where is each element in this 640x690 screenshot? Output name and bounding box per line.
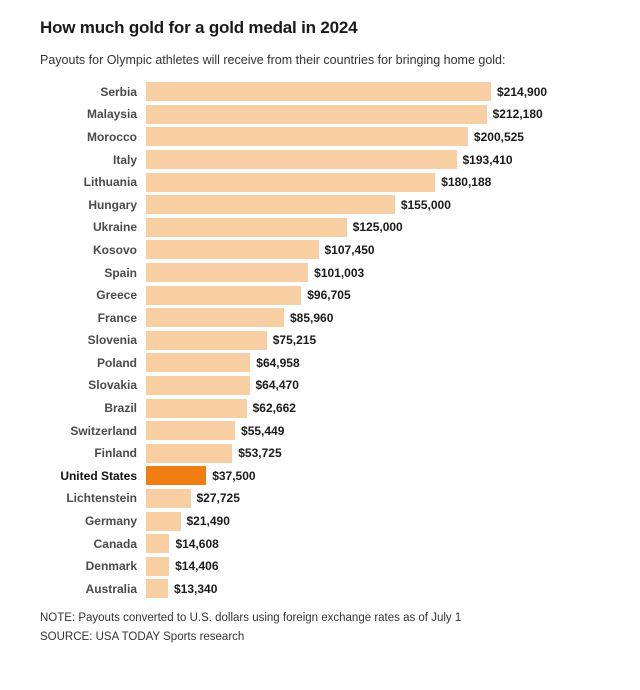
bar-value-label: $14,608: [175, 536, 219, 551]
table-row: [14, 399, 626, 418]
bar-category-label: Ukraine: [92, 220, 137, 235]
bar-track: [146, 579, 626, 598]
table-row: [14, 263, 626, 282]
table-row: [14, 173, 626, 192]
bar-value-label: $85,960: [290, 310, 334, 325]
bar: [146, 218, 347, 237]
bar-track: [146, 195, 626, 214]
bar-track: [146, 512, 626, 531]
bar-category-label: Hungary: [88, 197, 137, 212]
bar-value-label: $125,000: [352, 220, 403, 235]
table-row: [14, 489, 626, 508]
bar-value-label: $55,449: [241, 423, 285, 438]
bar: [146, 466, 206, 485]
footnotes: [40, 612, 626, 643]
table-row: [14, 195, 626, 214]
bar-category-label: United States: [60, 468, 137, 483]
bar-track: [146, 466, 626, 485]
bar-track: [146, 557, 626, 576]
bar-track: [146, 150, 626, 169]
bar-track: [146, 263, 626, 282]
bar-value-label: $214,900: [497, 84, 548, 99]
bar-value-label: $37,500: [212, 468, 256, 483]
bar-track: [146, 376, 626, 395]
table-row: [14, 82, 626, 101]
bar: [146, 534, 169, 553]
bar-category-label: Canada: [93, 536, 137, 551]
bar-track: [146, 173, 626, 192]
bar-value-label: $107,450: [324, 242, 375, 257]
bar: [146, 173, 435, 192]
bar-category-label: Australia: [85, 581, 137, 596]
table-row: [14, 466, 626, 485]
bar-track: [146, 105, 626, 124]
bar-category-label: Slovakia: [88, 378, 137, 393]
bar-category-label: Denmark: [85, 559, 137, 574]
bar-track: [146, 353, 626, 372]
bar-category-label: Kosovo: [92, 242, 137, 257]
bar: [146, 240, 319, 259]
bar-track: [146, 331, 626, 350]
bar-value-label: $27,725: [196, 491, 240, 506]
bar-value-label: $21,490: [186, 514, 230, 529]
bar: [146, 195, 395, 214]
table-row: [14, 353, 626, 372]
bar-value-label: $193,410: [462, 152, 513, 167]
table-row: [14, 218, 626, 237]
bar-track: [146, 82, 626, 101]
bar: [146, 376, 250, 395]
table-row: [14, 421, 626, 440]
bar-value-label: $13,340: [174, 581, 218, 596]
bar: [146, 353, 250, 372]
chart-note: NOTE: Payouts converted to U.S. dollars using foreign exchange rates as of July 1: [40, 612, 462, 625]
bar: [146, 105, 487, 124]
table-row: [14, 512, 626, 531]
bar: [146, 512, 181, 531]
bar-category-label: Poland: [96, 355, 137, 370]
bar-value-label: $212,180: [492, 107, 543, 122]
table-row: [14, 376, 626, 395]
bar-category-label: Lithuania: [83, 175, 137, 190]
bar: [146, 308, 284, 327]
bar-value-label: $64,470: [255, 378, 299, 393]
bar-track: [146, 286, 626, 305]
table-row: [14, 331, 626, 350]
bar-category-label: Malaysia: [86, 107, 137, 122]
bar-value-label: $96,705: [307, 288, 351, 303]
table-row: [14, 308, 626, 327]
bar: [146, 331, 267, 350]
bar-value-label: $155,000: [400, 197, 451, 212]
bar-value-label: $75,215: [272, 333, 317, 348]
bar-category-label: Slovenia: [87, 333, 137, 348]
bar-value-label: $200,525: [473, 129, 524, 144]
table-row: [14, 534, 626, 553]
page-title: How much gold for a gold medal in 2024: [40, 18, 358, 37]
bar-track: [146, 127, 626, 146]
bar: [146, 489, 191, 508]
bar: [146, 399, 247, 418]
bar: [146, 579, 168, 598]
bar-track: [146, 489, 626, 508]
bar-value-label: $101,003: [314, 265, 365, 280]
table-row: [14, 286, 626, 305]
bar-value-label: $62,662: [252, 401, 296, 416]
bar-value-label: $180,188: [441, 175, 492, 190]
bar: [146, 263, 308, 282]
table-row: [14, 240, 626, 259]
bar: [146, 444, 232, 463]
bar-value-label: $14,406: [175, 559, 219, 574]
table-row: [14, 105, 626, 124]
bar-value-label: $53,725: [238, 446, 282, 461]
chart-subtitle: Payouts for Olympic athletes will receive from their countries for bringing home gold:: [40, 53, 506, 67]
table-row: [14, 150, 626, 169]
bar-category-label: Spain: [104, 265, 137, 280]
bar-category-label: Serbia: [100, 84, 137, 99]
bar-track: [146, 218, 626, 237]
table-row: [14, 444, 626, 463]
bar-category-label: Finland: [94, 446, 137, 461]
bar-track: [146, 421, 626, 440]
bar-track: [146, 399, 626, 418]
chart-source: SOURCE: USA TODAY Sports research: [40, 631, 245, 644]
bar-category-label: Brazil: [104, 401, 137, 416]
bar: [146, 421, 235, 440]
bar-category-label: Morocco: [86, 129, 137, 144]
bar-category-label: Switzerland: [70, 423, 137, 438]
table-row: [14, 127, 626, 146]
bar: [146, 127, 468, 146]
bar-track: [146, 444, 626, 463]
bar: [146, 557, 169, 576]
bar-value-label: $64,958: [256, 355, 300, 370]
bar-track: [146, 534, 626, 553]
bar-category-label: Lichtenstein: [66, 491, 137, 506]
bar: [146, 286, 301, 305]
table-row: [14, 557, 626, 576]
bar-track: [146, 308, 626, 327]
bar-list: [14, 82, 626, 598]
bar: [146, 150, 457, 169]
bar-category-label: Italy: [112, 152, 137, 167]
bar-category-label: Germany: [84, 514, 137, 529]
bar-track: [146, 240, 626, 259]
bar-category-label: France: [97, 310, 137, 325]
bar-category-label: Greece: [96, 288, 137, 303]
bar: [146, 82, 491, 101]
table-row: [14, 579, 626, 598]
